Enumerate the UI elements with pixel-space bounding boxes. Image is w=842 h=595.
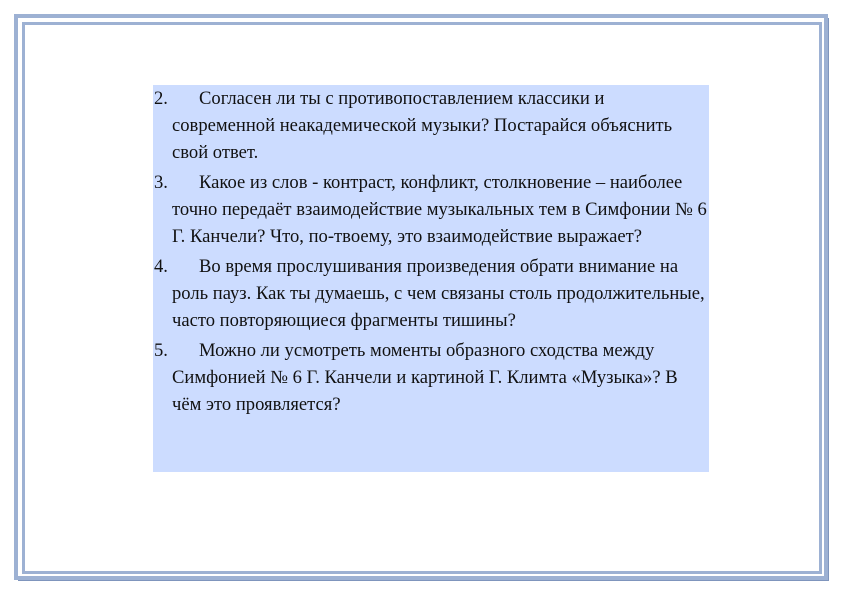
question-text: Какое из слов - контраст, конфликт, столкновение – наиболее точно передаёт взаимодействие музыкальных тем в Симфонии № 6 Г. Канчели? Что, по-твоему, это взаимодействие выражает? [172,172,707,247]
question-text: Согласен ли ты с противопоставлением классики и современной неакадемической музыки? Постарайся объяснить свой ответ. [172,88,673,163]
question-number: 4. [154,256,168,277]
question-list [153,85,709,418]
question-item-4 [153,253,709,334]
question-item-5 [153,337,709,418]
question-text: Во время прослушивания произведения обрати внимание на роль пауз. Как ты думаешь, с чем связаны столь продолжительные, часто повторяющиеся фрагменты тишины? [172,256,705,331]
question-number: 3. [154,172,168,193]
question-text: Можно ли усмотреть моменты образного сходства между Симфонией № 6 Г. Канчели и картиной Г. Климта «Музыка»? В чём это проявляется? [172,340,678,415]
question-item-3 [153,169,709,250]
question-number: 2. [154,88,168,109]
question-box [153,85,709,472]
question-number: 5. [154,340,168,361]
question-item-2 [153,85,709,166]
